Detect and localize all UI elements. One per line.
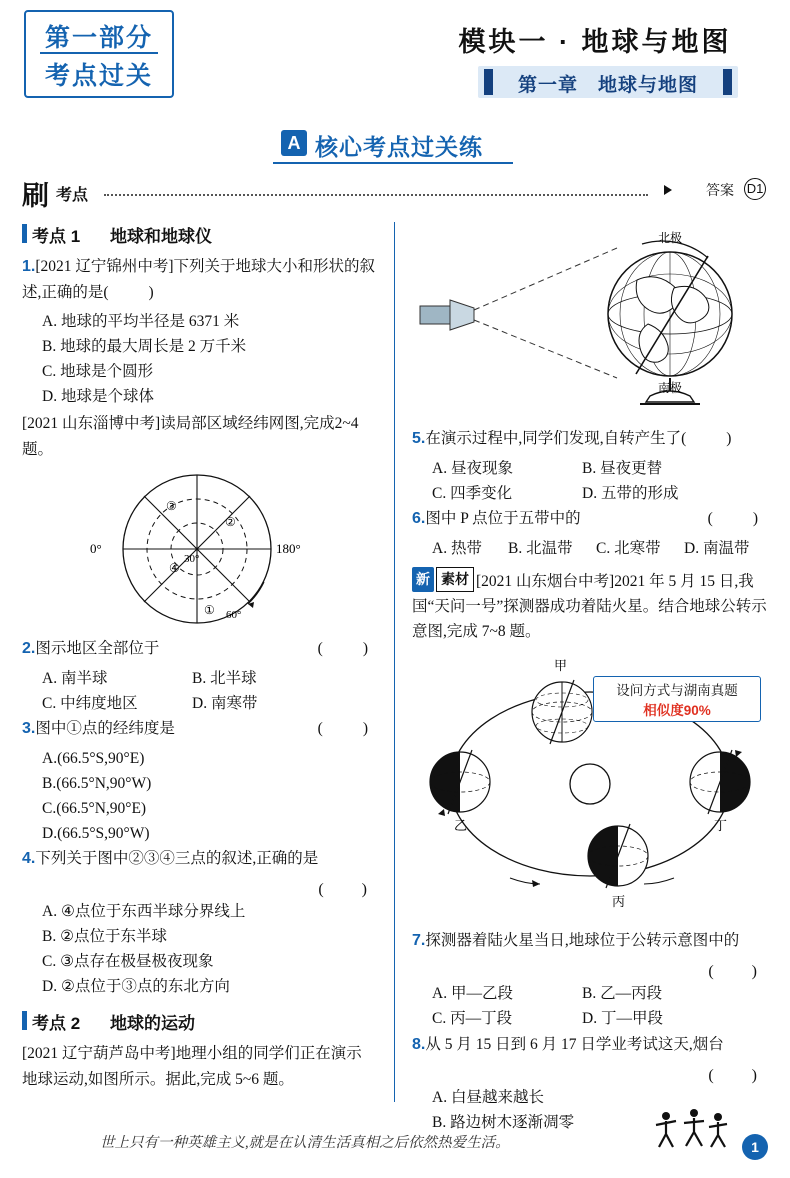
section-a-heading [263,130,543,166]
question-1-number: 1. [22,258,36,275]
question-3-option-d: D.(66.5°S,90°W) [42,825,150,843]
footer-illustration [652,1108,742,1150]
question-4-stem: 下列关于图中②③④三点的叙述,正确的是 [35,850,319,868]
lead-text-5-6: [2021 辽宁葫芦岛中考]地理小组的同学们正在演示地球运动,如图所示。据此,完成 5~6 题。 [22,1045,362,1088]
left-column [22,222,377,1096]
question-6 [412,506,767,532]
footer-quote: 世上只有一种英雄主义,就是在认清生活真相之后依然热爱生活。 [100,1135,510,1151]
position-yi [430,750,490,833]
figure-revolution [412,658,767,920]
answer-code-badge: D1 [744,178,766,200]
question-8-option-a: A. 白昼越来越长 [432,1088,544,1106]
section-title: 核心考点过关练 [315,134,483,160]
material-tag: 素材 [436,567,474,592]
question-6-option-b: B. 北温带 [508,540,573,558]
question-4-option-c: C. ③点存在极昼极夜现象 [42,953,214,971]
lead-7-8-text: [2021 山东烟台中考]2021 年 5 月 15 日,我国“天问一号”探测器成功着陆火星。结合地球公转示意图,完成 7~8 题。 [412,573,767,641]
question-2 [22,636,377,662]
question-7-answer-space: ( ) [708,963,759,981]
question-6-option-a: A. 热带 [432,540,482,558]
question-1-option-a: A. 地球的平均半径是 6371 米 [42,313,240,331]
question-7 [412,928,767,954]
kaodian-2-heading [22,1009,377,1033]
question-7-option-a: A. 甲—乙段 [432,985,513,1003]
kaodian-marker [22,224,27,243]
part-header-box [24,10,174,98]
question-8-stem: 从 5 月 15 日到 6 月 17 日学业考试这天,烟台 [425,1035,724,1053]
dotted-rule [104,194,648,196]
shua-label: 刷 [22,181,49,211]
column-divider [394,222,395,1102]
question-4 [22,846,377,872]
question-1-option-c: C. 地球是个圆形 [42,363,154,381]
hunan-line2: 相似度90% [643,703,711,719]
svg-text:乙: 乙 [454,818,468,834]
question-3-option-b: B.(66.5°N,90°W) [42,774,152,792]
question-5-number: 5. [412,430,426,447]
svg-text:①: ① [204,602,215,617]
question-6-option-c: C. 北寒带 [596,540,661,558]
svg-text:②: ② [225,514,236,529]
svg-text:丁: 丁 [714,818,728,834]
question-1 [22,254,377,305]
question-3-stem: 图中①点的经纬度是 [35,719,175,737]
part-label-line1: 第一部分 [44,24,153,52]
globe-north-label: 北极 [658,231,683,245]
question-7-options-row2 [412,1006,767,1031]
svg-text:180°: 180° [276,540,301,556]
question-6-option-d: D. 南温带 [684,540,750,558]
page-number: 1 [742,1134,768,1160]
hunan-similarity-box [593,676,761,722]
projector [420,300,474,330]
question-2-options-row1 [22,666,377,691]
question-3-answer-space: ( ) [317,719,371,737]
kaodian-1-title: 地球和地球仪 [110,227,212,246]
question-7-stem: 探测器着陆火星当日,地球位于公转示意图中的 [425,932,740,950]
question-7-option-b: B. 乙—丙段 [582,985,663,1003]
lead-text-7-8 [412,567,767,644]
svg-text:甲: 甲 [554,658,568,674]
question-6-stem: 图中 P 点位于五带中的 [425,510,581,528]
position-jia [532,658,592,744]
position-ding [690,750,750,833]
question-8 [412,1032,767,1058]
kaodian-1-heading [22,222,377,246]
question-5-option-c: C. 四季变化 [432,485,513,503]
question-2-options-row2 [22,691,377,716]
question-7-options-row1 [412,981,767,1006]
question-3-option-a: A.(66.5°S,90°E) [42,749,145,767]
question-3-option-c: C.(66.5°N,90°E) [42,799,147,817]
question-7-option-d: D. 丁—甲段 [582,1010,663,1028]
question-2-stem: 图示地区全部位于 [35,639,160,657]
svg-text:④: ④ [169,560,180,575]
question-7-option-c: C. 丙—丁段 [432,1010,513,1028]
chapter-title: 第一章 地球与地图 [517,75,698,96]
question-5-option-a: A. 昼夜现象 [432,459,513,477]
question-4-option-a: A. ④点位于东西半球分界线上 [42,903,246,921]
module-title: 模块一 · 地球与地图 [458,27,732,57]
svg-text:③: ③ [166,498,177,513]
position-bing [588,824,648,909]
svg-text:0°: 0° [90,540,102,556]
question-5-options-row1 [412,456,767,481]
question-5-option-b: B. 昼夜更替 [582,459,663,477]
question-8-answer-space: ( ) [708,1066,759,1084]
arrow-icon [664,185,672,195]
question-5-stem: 在演示过程中,同学们发现,自转产生了 [425,430,682,447]
question-1-stem: 下列关于地球大小和形状的叙述,正确的是 [22,258,376,301]
question-6-answer-space: ( ) [707,510,761,528]
answer-label: 答案 [706,182,734,198]
kaodian-2-title: 地球的运动 [110,1014,195,1034]
question-1-option-b: B. 地球的最大周长是 2 万千米 [42,338,247,356]
question-4-option-d: D. ②点位于③点的东北方向 [42,978,230,996]
question-4-number: 4. [22,850,36,868]
question-2-option-a: A. 南半球 [42,669,108,687]
question-1-source: [2021 辽宁锦州中考] [35,258,174,275]
kaodian-marker-2 [22,1011,27,1030]
section-badge: A [281,130,307,156]
question-2-option-b: B. 北半球 [192,669,257,687]
svg-text:丙: 丙 [612,894,626,910]
figure-graticule [22,468,377,628]
new-material-tag: 新 [412,567,434,592]
question-1-option-d: D. 地球是个球体 [42,388,154,406]
question-4-answer-space: ( ) [318,881,369,899]
figure-globe-demo [412,228,767,418]
question-5-answer-space: ( ) [681,430,735,447]
question-2-option-c: C. 中纬度地区 [42,694,138,712]
question-2-number: 2. [22,639,36,657]
chapter-bar [478,66,738,98]
question-6-options-row [412,536,767,561]
right-column [412,222,767,1135]
question-5-options-row2 [412,481,767,506]
question-7-number: 7. [412,932,426,950]
question-3 [22,716,377,742]
question-8-option-b: B. 路边树木逐渐凋零 [432,1113,575,1131]
question-1-answer-space: ( ) [103,283,157,301]
svg-text:30°: 30° [184,552,200,565]
svg-text:60°: 60° [226,608,242,621]
section-underline [273,162,513,164]
question-2-option-d: D. 南寒带 [192,694,258,712]
globe-south-label: 南极 [658,381,683,395]
hunan-line1: 设问方式与湖南真题 [616,683,738,699]
question-3-number: 3. [22,719,36,737]
kaodian-1-number: 考点 1 [32,227,81,246]
question-4-option-b: B. ②点位于东半球 [42,928,167,946]
kaodian-label: 考点 [56,187,89,204]
kaodian-2-number: 考点 2 [32,1014,81,1034]
question-2-answer-space: ( ) [317,639,371,657]
part-label-line2: 考点过关 [44,62,153,90]
lead-text-2-4: [2021 山东淄博中考]读局部区域经纬网图,完成2~4 题。 [22,415,359,458]
question-6-number: 6. [412,510,426,528]
question-8-number: 8. [412,1035,426,1053]
question-5 [412,426,767,452]
question-5-option-d: D. 五带的形成 [582,485,679,503]
brush-row [22,178,768,211]
